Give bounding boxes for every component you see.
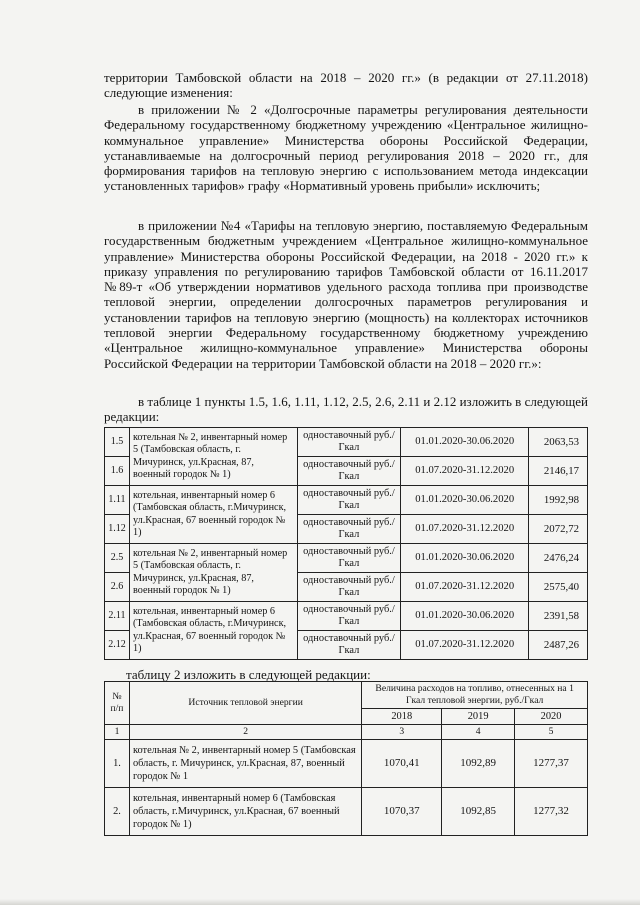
tariff-type-cell: одноставочный руб./Гкал [297,457,401,486]
row-number: 2.12 [105,631,130,660]
period-cell: 01.01.2020-30.06.2020 [401,602,529,631]
tariff-value-cell: 2072,72 [529,515,588,544]
header-year: 2019 [442,709,515,725]
value-2019-cell: 1092,89 [442,740,515,788]
tariff-table-1 [104,427,588,660]
period-cell: 01.01.2020-30.06.2020 [401,544,529,573]
tariff-type-cell: одноставочный руб./Гкал [297,515,401,544]
tariff-type-cell: одноставочный руб./Гкал [297,573,401,602]
heat-source-cell: котельная № 2, инвентарный номер 5 (Тамбовская область, г. Мичуринск, ул.Красная, 87, военный городок № 1) [129,428,297,486]
header-year: 2018 [362,709,442,725]
table-row [105,788,588,836]
paragraph-table-1-intro [104,394,588,425]
header-heat-source: Источник тепловой энергии [129,682,361,725]
row-number: 2.6 [105,573,130,602]
row-number: 2.11 [105,602,130,631]
paragraph-table-2-intro: таблицу 2 изложить в следующей редакции: [126,667,371,682]
row-number: 1.12 [105,515,130,544]
paragraph-appendix-2-text: в приложении № 2 «Долгосрочные параметры регулирования деятельности Федеральному государственному бюджетному учреждению «Центральное жилищно-коммунальное управление» Министерства обороны Российской Федерации, устанавливаемые на долгосрочный период регулирования 2018 – 2020 гг., для формирования тарифов на тепловую энергию с использованием метода индексации установленных тарифов» графу «Нормативный уровень прибыли» исключить; [104,102,588,194]
tariff-value-cell: 1992,98 [529,486,588,515]
tariff-type-cell: одноставочный руб./Гкал [297,486,401,515]
value-2019-cell: 1092,85 [442,788,515,836]
table-row [105,544,588,573]
value-2018-cell: 1070,41 [362,740,442,788]
tariff-value-cell: 2575,40 [529,573,588,602]
paragraph-appendix-4 [104,218,588,371]
period-cell: 01.07.2020-31.12.2020 [401,631,529,660]
tariff-value-cell: 2476,24 [529,544,588,573]
tariff-value-cell: 2146,17 [529,457,588,486]
period-cell: 01.07.2020-31.12.2020 [401,573,529,602]
heat-source-cell: котельная № 2, инвентарный номер 5 (Тамбовская область, г. Мичуринск, ул.Красная, 87, военный городок № 1) [129,544,297,602]
header-number: № п/п [105,682,130,725]
value-2018-cell: 1070,37 [362,788,442,836]
tariff-value-cell: 2391,58 [529,602,588,631]
heat-source-cell: котельная № 2, инвентарный номер 5 (Тамбовская область, г. Мичуринск, ул.Красная, 87, военный городок № 1 [129,740,361,788]
tariff-type-cell: одноставочный руб./Гкал [297,602,401,631]
column-index: 3 [362,725,442,740]
table-row [105,428,588,457]
period-cell: 01.07.2020-31.12.2020 [401,457,529,486]
table-row [105,740,588,788]
paragraph-table-1-intro-text: в таблице 1 пункты 1.5, 1.6, 1.11, 1.12, 2.5, 2.6, 2.11 и 2.12 изложить в следующей редакции: [104,394,588,425]
row-number: 1.5 [105,428,130,457]
row-number: 1.6 [105,457,130,486]
fuel-cost-table-2 [104,681,588,836]
table-header-row [105,682,588,709]
paragraph-intro: территории Тамбовской области на 2018 – 2020 гг.» (в редакции от 27.11.2018) следующие изменения: [104,70,588,101]
heat-source-cell: котельная, инвентарный номер 6 (Тамбовская область, г.Мичуринск, ул.Красная, 67 военный городок № 1) [129,486,297,544]
row-number: 1.11 [105,486,130,515]
tariff-type-cell: одноставочный руб./Гкал [297,428,401,457]
column-index: 4 [442,725,515,740]
tariff-type-cell: одноставочный руб./Гкал [297,544,401,573]
table-column-index-row [105,725,588,740]
paragraph-appendix-4-text: в приложении №4 «Тарифы на тепловую энергию, поставляемую Федеральным государственным бюджетным учреждением «Центральное жилищно-коммунальное управление» Министерства обороны Российской Федерации, на 2018 - 2020 гг.» к приказу управления по регулированию тарифов Тамбовской области от 16.11.2017 №89-т «Об утверждении нормативов удельного расхода топлива при производстве тепловой энергии, определении долгосрочных параметров регулирования и установлении тарифов на тепловую энергию (мощность) на коллекторах источников тепловой энергии Федеральному государственному бюджетному учреждению «Центральное жилищно-коммунальное управление» Министерства обороны Российской Федерации на территории Тамбовской области на 2018 – 2020 гг.»: [104,218,588,371]
heat-source-cell: котельная, инвентарный номер 6 (Тамбовская область, г.Мичуринск, ул.Красная, 67 военный городок № 1) [129,602,297,660]
paragraph-appendix-2 [104,102,588,194]
heat-source-cell: котельная, инвентарный номер 6 (Тамбовская область, г.Мичуринск, ул.Красная, 67 военный городок № 1) [129,788,361,836]
table-row [105,602,588,631]
period-cell: 01.07.2020-31.12.2020 [401,515,529,544]
tariff-type-cell: одноставочный руб./Гкал [297,631,401,660]
row-number: 2. [105,788,130,836]
column-index: 5 [515,725,588,740]
row-number: 2.5 [105,544,130,573]
row-number: 1. [105,740,130,788]
period-cell: 01.01.2020-30.06.2020 [401,486,529,515]
scan-bottom-edge [0,899,640,905]
tariff-value-cell: 2487,26 [529,631,588,660]
tariff-value-cell: 2063,53 [529,428,588,457]
value-2020-cell: 1277,32 [515,788,588,836]
header-year: 2020 [515,709,588,725]
table-row [105,486,588,515]
column-index: 1 [105,725,130,740]
header-fuel-cost: Величина расходов на топливо, отнесенных на 1 Гкал тепловой энергии, руб./Гкал [362,682,588,709]
value-2020-cell: 1277,37 [515,740,588,788]
column-index: 2 [129,725,361,740]
period-cell: 01.01.2020-30.06.2020 [401,428,529,457]
